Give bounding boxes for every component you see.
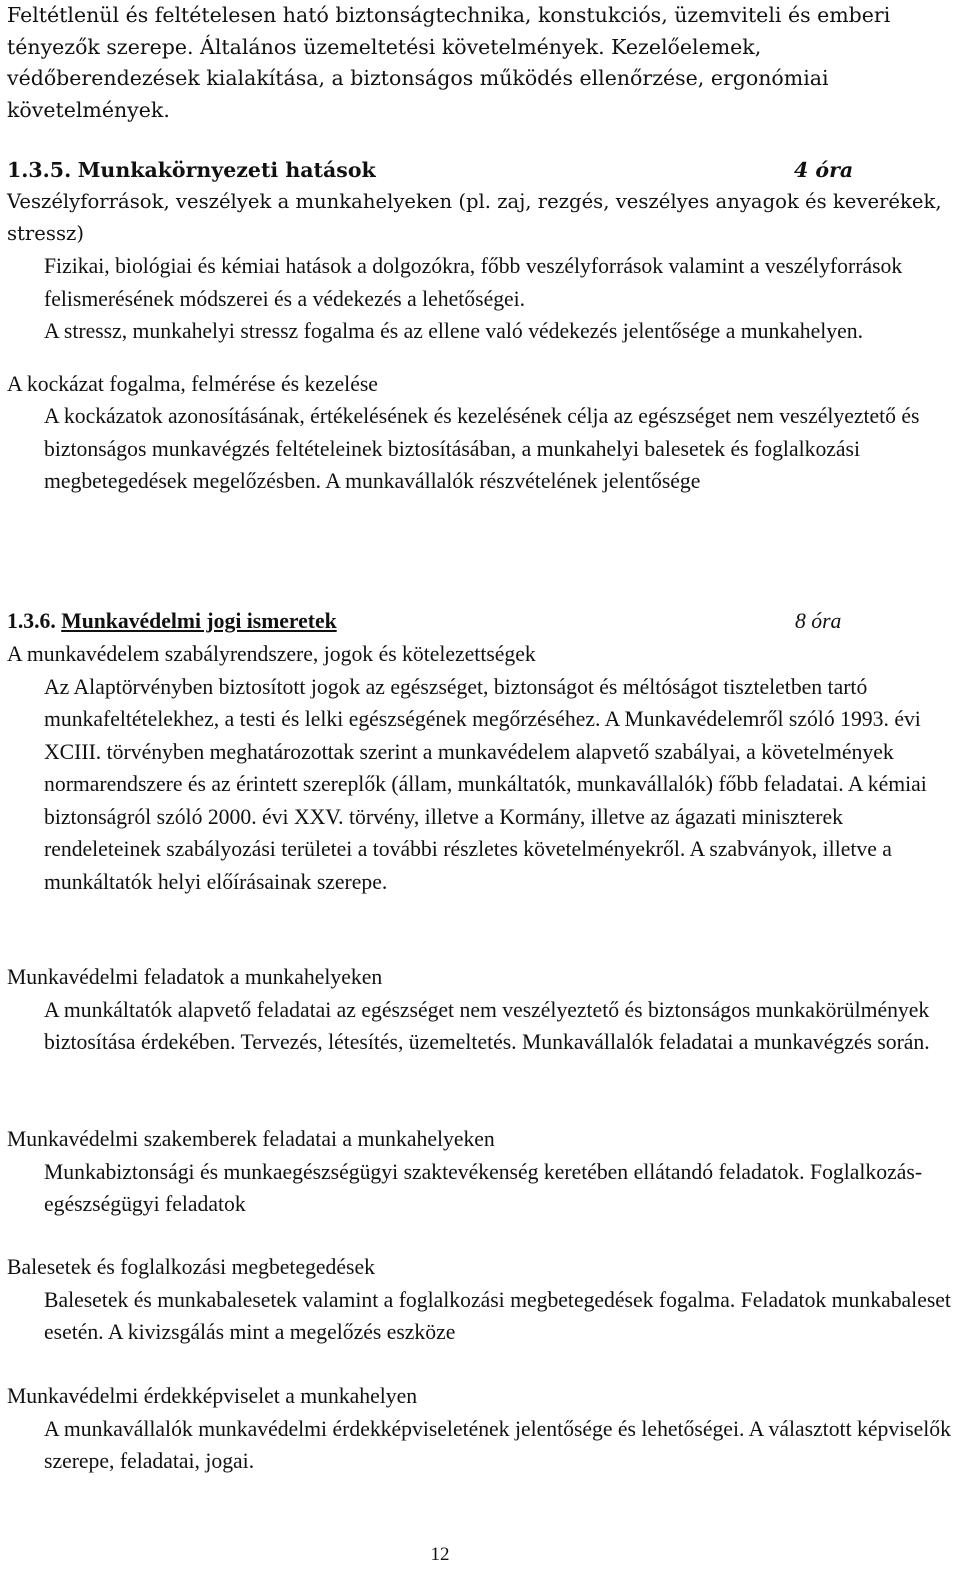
paragraph: Munkabiztonsági és munkaegészségügyi szaktevékenség keretében ellátandó feladatok. Foglalkozás-egészségügyi feladatok — [44, 1159, 923, 1216]
section-hours: 8 óra — [795, 609, 842, 633]
paragraph: A stressz, munkahelyi stressz fogalma és az ellene való védekezés jelentősége a munkahelyen. — [44, 319, 863, 343]
paragraph: Az Alaptörvényben biztosított jogok az egészséget, biztonságot és méltóságot tiszteletben tartó munkafeltételekhez, a testi és lelki egészségének megőrzéséhez. A Munkavédelemről szóló 1993. évi XCIII. törvényben meghatározottak szerint a munkavédelem alapvető szabályai, a követelmények normarendszere és az érintett szereplők (állam, munkáltatók, munkavállalók) főbb feladatai. A kémiai biztonságról szóló 2000. évi XXV. törvény, illetve a Kormány, illetve az ágazati miniszterek rendeleteinek szabályozási területei a további részletes követelményekről. A szabványok, illetve a munkáltatók helyi előírásainak szerepe. — [44, 674, 927, 894]
paragraph: A kockázatok azonosításának, értékelésének és kezelésének célja az egészséget nem veszélyeztető és biztonságos munkavégzés feltételeinek biztosításában, a munkahelyi balesetek és foglalkozási megbetegedések megelőzésben. A munkavállalók részvételének jelentősége — [44, 404, 920, 493]
section-hours: 4 óra — [794, 158, 854, 182]
section-title: Munkakörnyezeti hatások — [77, 158, 376, 182]
section-lead: Veszélyforrások, veszélyek a munkahelyeken (pl. zaj, rezgés, veszélyes anyagok és keverékek, stressz) — [7, 190, 942, 245]
subsection-block — [7, 961, 957, 1059]
paragraph: A munkáltatók alapvető feladatai az egészséget nem veszélyeztető és biztonságos munkakörülmények biztosítása érdekében. Tervezés, létesítés, üzemeltetés. Munkavállalók feladatai a munkavégzés során. — [44, 997, 930, 1054]
section-number: 1.3.5. — [7, 158, 72, 182]
subsection-block — [7, 638, 957, 898]
subsection-title: Munkavédelmi feladatok a munkahelyeken — [7, 965, 383, 989]
section-number: 1.3.6. — [7, 609, 56, 633]
subsection-block — [7, 1380, 957, 1478]
subsection-title: Munkavédelmi szakemberek feladatai a munkahelyeken — [7, 1127, 495, 1151]
subsection-title: A kockázat fogalma, felmérése és kezelése — [7, 371, 378, 396]
section-1-3-5 — [7, 155, 957, 498]
section-title: Munkavédelmi jogi ismeretek — [61, 609, 337, 633]
page-number: 12 — [430, 1544, 450, 1565]
section-heading — [7, 155, 957, 186]
intro-paragraph: Feltétlenül és feltételesen ható biztonságtechnika, konstukciós, üzemviteli és emberi tényezők szerepe. Általános üzemeltetési követelmények. Kezelőelemek, védőberendezések kialakítása, a biztonságos működés ellenőrzése, ergonómiai követelmények. — [7, 3, 891, 122]
subsection-title: Munkavédelmi érdekképviselet a munkahelyen — [7, 1384, 418, 1408]
paragraph: Fizikai, biológiai és kémiai hatások a dolgozókra, főbb veszélyforrások valamint a veszélyforrások felismerésének módszerei és a védekezés a lehetőségei. — [44, 254, 903, 311]
paragraph: Balesetek és munkabalesetek valamint a foglalkozási megbetegedések fogalma. Feladatok munkabaleset esetén. A kivizsgálás mint a megelőzés eszköze — [44, 1287, 951, 1344]
subsection-block — [7, 1123, 957, 1221]
subsection-block — [7, 1251, 957, 1349]
subsection-title: A munkavédelem szabályrendszere, jogok és kötelezettségek — [7, 642, 536, 666]
paragraph: A munkavállalók munkavédelmi érdekképviseletének jelentősége és lehetőségei. A választott képviselők szerepe, feladatai, jogai. — [44, 1416, 951, 1473]
subsection-title: Balesetek és foglalkozási megbetegedések — [7, 1255, 375, 1279]
section-heading — [7, 605, 957, 637]
